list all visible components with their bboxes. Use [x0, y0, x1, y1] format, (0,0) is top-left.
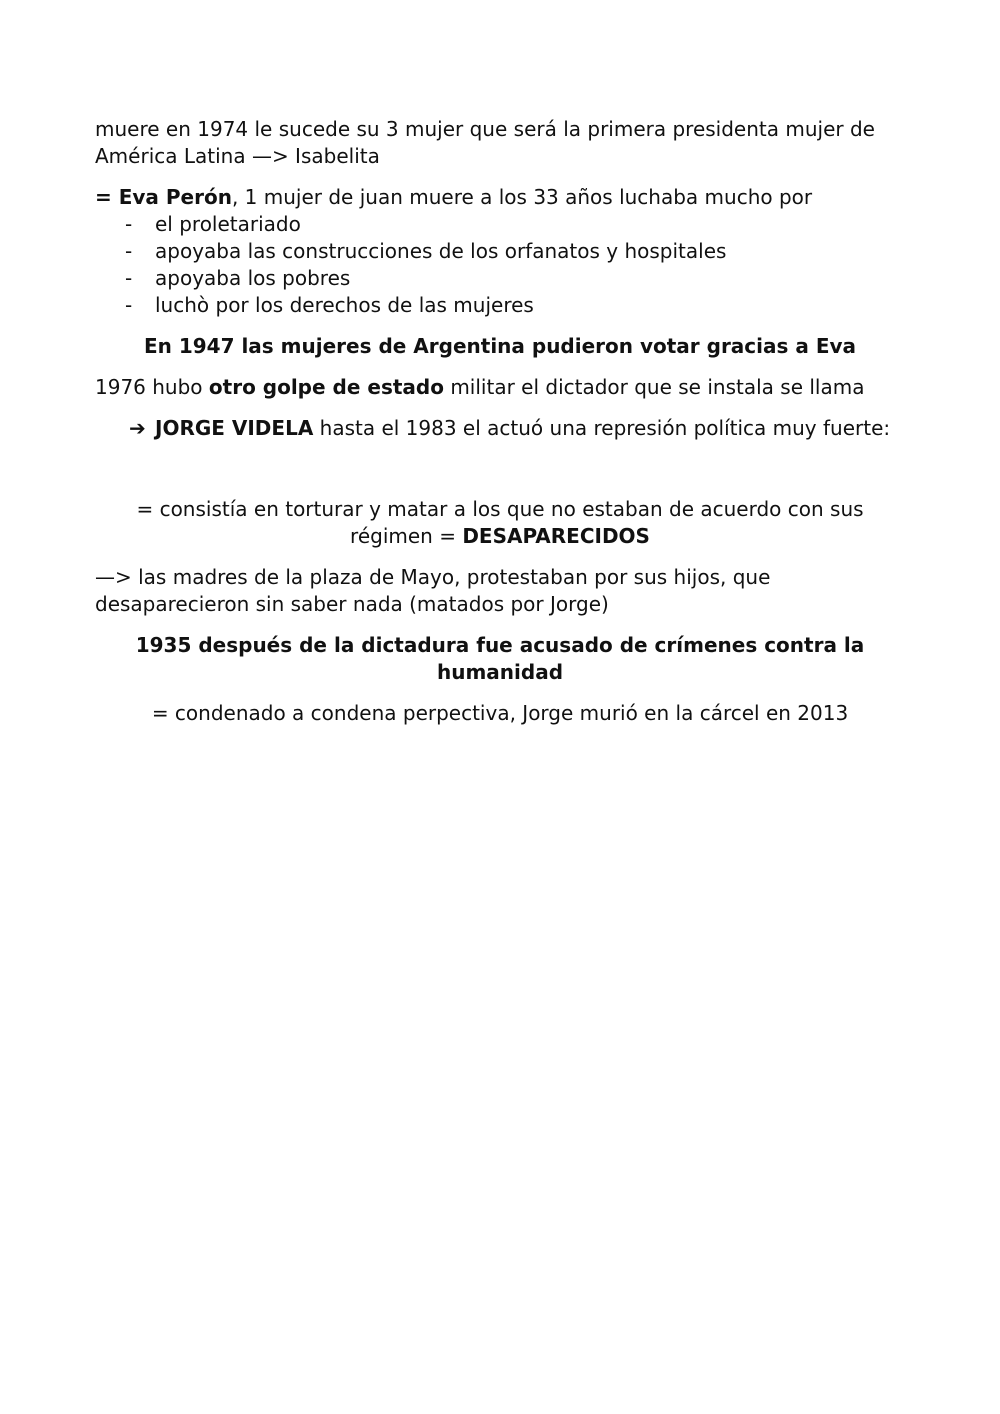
dash-marker: - — [125, 293, 133, 317]
paragraph-condena: = condenado a condena perpectiva, Jorge murió en la cárcel en 2013 — [151, 701, 849, 725]
eva-peron-text: , 1 mujer de juan muere a los 33 años luchaba mucho por — [231, 185, 813, 209]
p1976-bold: otro golpe de estado — [208, 375, 444, 399]
paragraph-1976 — [95, 374, 905, 401]
list-item — [95, 238, 905, 265]
videla-item — [95, 415, 905, 442]
paragraph-desaparecidos — [95, 496, 905, 550]
desaparecidos-text: = consistía en torturar y matar a los que no estaban de acuerdo con sus régimen = — [136, 497, 864, 548]
heading-1947-text: En 1947 las mujeres de Argentina pudieron votar gracias a Eva — [143, 334, 857, 358]
list-item — [95, 265, 905, 292]
eva-peron-bold: = Eva Perón — [95, 185, 232, 209]
p1976-text-c: militar el dictador que se instala se llama — [443, 375, 865, 399]
list-item-text: apoyaba los pobres — [155, 266, 351, 290]
p1976-text-a: 1976 hubo — [95, 375, 209, 399]
paragraph-madres: —> las madres de la plaza de Mayo, protestaban por sus hijos, que desaparecieron sin saber nada (matados por Jorge) — [95, 565, 771, 616]
document-page — [95, 116, 905, 727]
blank-space — [95, 442, 905, 496]
paragraph-eva-peron — [95, 184, 905, 211]
heading-1935 — [95, 632, 905, 686]
dash-marker: - — [125, 266, 133, 290]
list-item-text: apoyaba las construcciones de los orfanatos y hospitales — [155, 239, 727, 263]
desaparecidos-bold: DESAPARECIDOS — [462, 524, 650, 548]
heading-1947 — [95, 333, 905, 360]
dash-marker: - — [125, 239, 133, 263]
dash-marker: - — [125, 212, 133, 236]
eva-peron-list — [95, 211, 905, 319]
list-item — [95, 211, 905, 238]
heading-1935-text: 1935 después de la dictadura fue acusado de crímenes contra la humanidad — [135, 633, 865, 684]
paragraph-isabelita: muere en 1974 le sucede su 3 mujer que será la primera presidenta mujer de América Latina —> Isabelita — [95, 117, 875, 168]
list-item-text: el proletariado — [155, 212, 301, 236]
list-item — [95, 292, 905, 319]
arrow-right-icon: ➔ — [129, 416, 146, 440]
list-item-text: luchò por los derechos de las mujeres — [155, 293, 534, 317]
videla-name: JORGE VIDELA — [155, 416, 314, 440]
videla-text: hasta el 1983 el actuó una represión política muy fuerte: — [313, 416, 891, 440]
